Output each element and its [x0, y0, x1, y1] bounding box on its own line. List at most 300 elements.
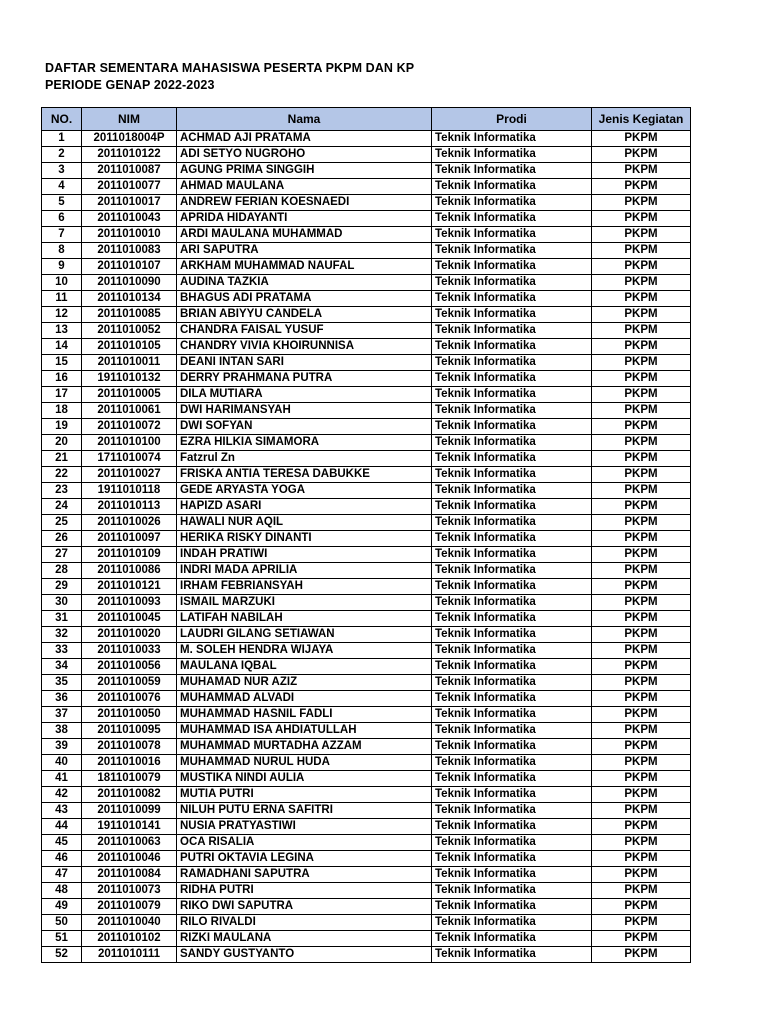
cell-nama: LATIFAH NABILAH [177, 611, 432, 627]
cell-no: 3 [42, 163, 82, 179]
table-row [42, 419, 691, 435]
table-row [42, 515, 691, 531]
cell-nim: 2011010011 [82, 355, 177, 371]
cell-nama: RIKO DWI SAPUTRA [177, 899, 432, 915]
cell-nama: ARKHAM MUHAMMAD NAUFAL [177, 259, 432, 275]
cell-prodi: Teknik Informatika [432, 611, 592, 627]
cell-no: 6 [42, 211, 82, 227]
cell-prodi: Teknik Informatika [432, 227, 592, 243]
header-jenis-kegiatan: Jenis Kegiatan [592, 108, 691, 131]
cell-no: 1 [42, 131, 82, 147]
cell-nim: 2011010073 [82, 883, 177, 899]
cell-nim: 2011010052 [82, 323, 177, 339]
cell-jenis-kegiatan: PKPM [592, 579, 691, 595]
table-row [42, 531, 691, 547]
table-row [42, 147, 691, 163]
cell-jenis-kegiatan: PKPM [592, 851, 691, 867]
cell-nim: 2011010107 [82, 259, 177, 275]
cell-no: 43 [42, 803, 82, 819]
cell-nama: CHANDRY VIVIA KHOIRUNNISA [177, 339, 432, 355]
table-row [42, 371, 691, 387]
cell-no: 46 [42, 851, 82, 867]
table-row [42, 851, 691, 867]
table-row [42, 403, 691, 419]
cell-jenis-kegiatan: PKPM [592, 867, 691, 883]
cell-jenis-kegiatan: PKPM [592, 931, 691, 947]
cell-jenis-kegiatan: PKPM [592, 627, 691, 643]
cell-nim: 2011010121 [82, 579, 177, 595]
table-row [42, 627, 691, 643]
cell-nim: 1911010141 [82, 819, 177, 835]
header-prodi: Prodi [432, 108, 592, 131]
cell-no: 31 [42, 611, 82, 627]
cell-jenis-kegiatan: PKPM [592, 163, 691, 179]
cell-nim: 2011010046 [82, 851, 177, 867]
cell-jenis-kegiatan: PKPM [592, 467, 691, 483]
cell-jenis-kegiatan: PKPM [592, 275, 691, 291]
table-row [42, 611, 691, 627]
cell-jenis-kegiatan: PKPM [592, 531, 691, 547]
cell-nama: ARDI MAULANA MUHAMMAD [177, 227, 432, 243]
cell-no: 23 [42, 483, 82, 499]
cell-nama: IRHAM FEBRIANSYAH [177, 579, 432, 595]
cell-nama: SANDY GUSTYANTO [177, 947, 432, 963]
cell-jenis-kegiatan: PKPM [592, 835, 691, 851]
cell-nama: MAULANA IQBAL [177, 659, 432, 675]
cell-no: 45 [42, 835, 82, 851]
cell-nim: 2011010020 [82, 627, 177, 643]
cell-nim: 2011010082 [82, 787, 177, 803]
header-nim: NIM [82, 108, 177, 131]
cell-prodi: Teknik Informatika [432, 899, 592, 915]
cell-prodi: Teknik Informatika [432, 723, 592, 739]
cell-nim: 2011010099 [82, 803, 177, 819]
cell-no: 39 [42, 739, 82, 755]
cell-nim: 2011010063 [82, 835, 177, 851]
cell-nama: BHAGUS ADI PRATAMA [177, 291, 432, 307]
cell-no: 34 [42, 659, 82, 675]
cell-no: 36 [42, 691, 82, 707]
header-nama: Nama [177, 108, 432, 131]
table-row [42, 947, 691, 963]
cell-prodi: Teknik Informatika [432, 691, 592, 707]
cell-prodi: Teknik Informatika [432, 339, 592, 355]
cell-nama: ANDREW FERIAN KOESNAEDI [177, 195, 432, 211]
cell-nim: 2011010040 [82, 915, 177, 931]
cell-nim: 2011010113 [82, 499, 177, 515]
cell-prodi: Teknik Informatika [432, 483, 592, 499]
cell-jenis-kegiatan: PKPM [592, 259, 691, 275]
cell-no: 16 [42, 371, 82, 387]
cell-nama: DWI SOFYAN [177, 419, 432, 435]
cell-prodi: Teknik Informatika [432, 211, 592, 227]
cell-nim: 2011010033 [82, 643, 177, 659]
cell-no: 10 [42, 275, 82, 291]
table-row [42, 435, 691, 451]
cell-jenis-kegiatan: PKPM [592, 371, 691, 387]
cell-nim: 2011010016 [82, 755, 177, 771]
cell-jenis-kegiatan: PKPM [592, 243, 691, 259]
cell-jenis-kegiatan: PKPM [592, 291, 691, 307]
cell-no: 19 [42, 419, 82, 435]
cell-no: 15 [42, 355, 82, 371]
cell-nama: MUSTIKA NINDI AULIA [177, 771, 432, 787]
cell-jenis-kegiatan: PKPM [592, 803, 691, 819]
cell-prodi: Teknik Informatika [432, 147, 592, 163]
cell-nama: LAUDRI GILANG SETIAWAN [177, 627, 432, 643]
cell-nim: 2011010026 [82, 515, 177, 531]
cell-jenis-kegiatan: PKPM [592, 339, 691, 355]
cell-jenis-kegiatan: PKPM [592, 947, 691, 963]
cell-no: 52 [42, 947, 82, 963]
table-row [42, 835, 691, 851]
cell-jenis-kegiatan: PKPM [592, 915, 691, 931]
cell-jenis-kegiatan: PKPM [592, 819, 691, 835]
cell-nim: 2011010105 [82, 339, 177, 355]
cell-prodi: Teknik Informatika [432, 451, 592, 467]
participant-table [41, 107, 691, 963]
table-row [42, 723, 691, 739]
cell-nama: EZRA HILKIA SIMAMORA [177, 435, 432, 451]
cell-nama: DILA MUTIARA [177, 387, 432, 403]
cell-jenis-kegiatan: PKPM [592, 675, 691, 691]
cell-jenis-kegiatan: PKPM [592, 355, 691, 371]
cell-nama: APRIDA HIDAYANTI [177, 211, 432, 227]
cell-nama: HERIKA RISKY DINANTI [177, 531, 432, 547]
cell-prodi: Teknik Informatika [432, 179, 592, 195]
cell-jenis-kegiatan: PKPM [592, 435, 691, 451]
table-row [42, 243, 691, 259]
cell-nim: 2011010010 [82, 227, 177, 243]
cell-prodi: Teknik Informatika [432, 659, 592, 675]
table-row [42, 899, 691, 915]
cell-no: 44 [42, 819, 82, 835]
table-row [42, 547, 691, 563]
cell-nama: HAPIZD ASARI [177, 499, 432, 515]
cell-prodi: Teknik Informatika [432, 547, 592, 563]
cell-nama: DERRY PRAHMANA PUTRA [177, 371, 432, 387]
cell-jenis-kegiatan: PKPM [592, 307, 691, 323]
cell-prodi: Teknik Informatika [432, 739, 592, 755]
cell-nim: 2011010084 [82, 867, 177, 883]
cell-prodi: Teknik Informatika [432, 771, 592, 787]
cell-nim: 2011010087 [82, 163, 177, 179]
table-row [42, 291, 691, 307]
cell-prodi: Teknik Informatika [432, 323, 592, 339]
cell-no: 26 [42, 531, 82, 547]
cell-nama: PUTRI OKTAVIA LEGINA [177, 851, 432, 867]
cell-nama: ADI SETYO NUGROHO [177, 147, 432, 163]
cell-jenis-kegiatan: PKPM [592, 451, 691, 467]
cell-nim: 2011010077 [82, 179, 177, 195]
cell-nama: RIDHA PUTRI [177, 883, 432, 899]
cell-no: 25 [42, 515, 82, 531]
cell-no: 27 [42, 547, 82, 563]
cell-nama: OCA RISALIA [177, 835, 432, 851]
cell-jenis-kegiatan: PKPM [592, 195, 691, 211]
cell-nim: 2011010085 [82, 307, 177, 323]
cell-no: 38 [42, 723, 82, 739]
cell-no: 14 [42, 339, 82, 355]
cell-nama: INDAH PRATIWI [177, 547, 432, 563]
cell-no: 48 [42, 883, 82, 899]
cell-nim: 2011010134 [82, 291, 177, 307]
cell-nim: 2011010083 [82, 243, 177, 259]
table-row [42, 691, 691, 707]
table-row [42, 771, 691, 787]
table-row [42, 307, 691, 323]
cell-jenis-kegiatan: PKPM [592, 131, 691, 147]
cell-jenis-kegiatan: PKPM [592, 403, 691, 419]
cell-no: 11 [42, 291, 82, 307]
cell-no: 12 [42, 307, 82, 323]
cell-no: 49 [42, 899, 82, 915]
cell-nama: MUTIA PUTRI [177, 787, 432, 803]
cell-nim: 2011010093 [82, 595, 177, 611]
cell-prodi: Teknik Informatika [432, 755, 592, 771]
cell-prodi: Teknik Informatika [432, 627, 592, 643]
table-row [42, 563, 691, 579]
cell-jenis-kegiatan: PKPM [592, 755, 691, 771]
table-row [42, 755, 691, 771]
table-row [42, 275, 691, 291]
cell-no: 29 [42, 579, 82, 595]
cell-no: 21 [42, 451, 82, 467]
cell-prodi: Teknik Informatika [432, 835, 592, 851]
cell-no: 41 [42, 771, 82, 787]
cell-prodi: Teknik Informatika [432, 371, 592, 387]
table-row [42, 195, 691, 211]
cell-no: 2 [42, 147, 82, 163]
cell-jenis-kegiatan: PKPM [592, 707, 691, 723]
cell-no: 35 [42, 675, 82, 691]
cell-nama: M. SOLEH HENDRA WIJAYA [177, 643, 432, 659]
table-row [42, 867, 691, 883]
cell-prodi: Teknik Informatika [432, 947, 592, 963]
cell-prodi: Teknik Informatika [432, 707, 592, 723]
cell-nama: HAWALI NUR AQIL [177, 515, 432, 531]
cell-prodi: Teknik Informatika [432, 307, 592, 323]
cell-prodi: Teknik Informatika [432, 499, 592, 515]
cell-jenis-kegiatan: PKPM [592, 643, 691, 659]
table-row [42, 707, 691, 723]
cell-nim: 2011010017 [82, 195, 177, 211]
cell-no: 28 [42, 563, 82, 579]
cell-prodi: Teknik Informatika [432, 467, 592, 483]
cell-nama: NUSIA PRATYASTIWI [177, 819, 432, 835]
cell-nim: 2011010090 [82, 275, 177, 291]
cell-jenis-kegiatan: PKPM [592, 323, 691, 339]
cell-prodi: Teknik Informatika [432, 291, 592, 307]
cell-no: 40 [42, 755, 82, 771]
cell-prodi: Teknik Informatika [432, 915, 592, 931]
cell-nama: Fatzrul Zn [177, 451, 432, 467]
title-line-1: DAFTAR SEMENTARA MAHASISWA PESERTA PKPM DAN KP [45, 61, 415, 75]
cell-jenis-kegiatan: PKPM [592, 419, 691, 435]
cell-no: 20 [42, 435, 82, 451]
cell-nama: NILUH PUTU ERNA SAFITRI [177, 803, 432, 819]
cell-prodi: Teknik Informatika [432, 195, 592, 211]
cell-jenis-kegiatan: PKPM [592, 547, 691, 563]
cell-no: 18 [42, 403, 82, 419]
table-row [42, 355, 691, 371]
table-row [42, 451, 691, 467]
table-row [42, 883, 691, 899]
cell-prodi: Teknik Informatika [432, 803, 592, 819]
cell-nama: ACHMAD AJI PRATAMA [177, 131, 432, 147]
cell-nim: 2011010102 [82, 931, 177, 947]
cell-nama: MUHAMMAD HASNIL FADLI [177, 707, 432, 723]
cell-nim: 2011010122 [82, 147, 177, 163]
cell-no: 37 [42, 707, 82, 723]
cell-nama: AGUNG PRIMA SINGGIH [177, 163, 432, 179]
cell-no: 7 [42, 227, 82, 243]
cell-nama: MUHAMAD NUR AZIZ [177, 675, 432, 691]
cell-no: 50 [42, 915, 82, 931]
cell-nama: DWI HARIMANSYAH [177, 403, 432, 419]
cell-nim: 2011010061 [82, 403, 177, 419]
cell-jenis-kegiatan: PKPM [592, 147, 691, 163]
cell-jenis-kegiatan: PKPM [592, 563, 691, 579]
cell-no: 8 [42, 243, 82, 259]
cell-prodi: Teknik Informatika [432, 579, 592, 595]
cell-nama: DEANI INTAN SARI [177, 355, 432, 371]
table-row [42, 259, 691, 275]
cell-no: 33 [42, 643, 82, 659]
cell-nim: 1711010074 [82, 451, 177, 467]
table-row [42, 211, 691, 227]
cell-jenis-kegiatan: PKPM [592, 179, 691, 195]
cell-nama: MUHAMMAD ISA AHDIATULLAH [177, 723, 432, 739]
cell-nim: 2011010100 [82, 435, 177, 451]
cell-nim: 2011010076 [82, 691, 177, 707]
cell-prodi: Teknik Informatika [432, 675, 592, 691]
cell-jenis-kegiatan: PKPM [592, 595, 691, 611]
cell-nama: ARI SAPUTRA [177, 243, 432, 259]
cell-nim: 2011010072 [82, 419, 177, 435]
cell-jenis-kegiatan: PKPM [592, 387, 691, 403]
table-row [42, 787, 691, 803]
cell-prodi: Teknik Informatika [432, 387, 592, 403]
cell-prodi: Teknik Informatika [432, 851, 592, 867]
cell-nama: ISMAIL MARZUKI [177, 595, 432, 611]
cell-jenis-kegiatan: PKPM [592, 739, 691, 755]
header-no: NO. [42, 108, 82, 131]
table-row [42, 483, 691, 499]
cell-no: 22 [42, 467, 82, 483]
cell-prodi: Teknik Informatika [432, 355, 592, 371]
cell-nama: RIZKI MAULANA [177, 931, 432, 947]
cell-jenis-kegiatan: PKPM [592, 787, 691, 803]
cell-nama: MUHAMMAD ALVADI [177, 691, 432, 707]
table-row [42, 803, 691, 819]
table-row [42, 595, 691, 611]
table-row [42, 467, 691, 483]
cell-nim: 2011010078 [82, 739, 177, 755]
cell-jenis-kegiatan: PKPM [592, 611, 691, 627]
cell-jenis-kegiatan: PKPM [592, 211, 691, 227]
cell-jenis-kegiatan: PKPM [592, 899, 691, 915]
cell-prodi: Teknik Informatika [432, 275, 592, 291]
cell-prodi: Teknik Informatika [432, 563, 592, 579]
cell-prodi: Teknik Informatika [432, 531, 592, 547]
cell-nim: 2011010059 [82, 675, 177, 691]
table-row [42, 131, 691, 147]
table-row [42, 339, 691, 355]
cell-prodi: Teknik Informatika [432, 403, 592, 419]
table-row [42, 643, 691, 659]
cell-no: 24 [42, 499, 82, 515]
cell-nama: AHMAD MAULANA [177, 179, 432, 195]
cell-nim: 2011010111 [82, 947, 177, 963]
cell-prodi: Teknik Informatika [432, 819, 592, 835]
cell-prodi: Teknik Informatika [432, 883, 592, 899]
cell-nama: AUDINA TAZKIA [177, 275, 432, 291]
table-body [42, 131, 691, 963]
cell-nama: MUHAMMAD MURTADHA AZZAM [177, 739, 432, 755]
cell-nama: INDRI MADA APRILIA [177, 563, 432, 579]
table-row [42, 579, 691, 595]
cell-no: 47 [42, 867, 82, 883]
cell-nim: 2011010045 [82, 611, 177, 627]
cell-prodi: Teknik Informatika [432, 419, 592, 435]
cell-prodi: Teknik Informatika [432, 787, 592, 803]
cell-nim: 1911010118 [82, 483, 177, 499]
cell-prodi: Teknik Informatika [432, 643, 592, 659]
cell-nim: 2011010109 [82, 547, 177, 563]
table-row [42, 227, 691, 243]
table-row [42, 163, 691, 179]
cell-prodi: Teknik Informatika [432, 435, 592, 451]
cell-jenis-kegiatan: PKPM [592, 499, 691, 515]
cell-nama: BRIAN ABIYYU CANDELA [177, 307, 432, 323]
cell-nim: 2011010056 [82, 659, 177, 675]
cell-nim: 2011010095 [82, 723, 177, 739]
cell-nama: GEDE ARYASTA YOGA [177, 483, 432, 499]
cell-nim: 2011010079 [82, 899, 177, 915]
cell-no: 51 [42, 931, 82, 947]
cell-nama: RILO RIVALDI [177, 915, 432, 931]
title-line-2: PERIODE GENAP 2022-2023 [45, 78, 215, 92]
cell-nim: 2011010086 [82, 563, 177, 579]
cell-jenis-kegiatan: PKPM [592, 723, 691, 739]
cell-jenis-kegiatan: PKPM [592, 691, 691, 707]
cell-nama: FRISKA ANTIA TERESA DABUKKE [177, 467, 432, 483]
cell-no: 42 [42, 787, 82, 803]
cell-no: 13 [42, 323, 82, 339]
cell-no: 9 [42, 259, 82, 275]
cell-jenis-kegiatan: PKPM [592, 515, 691, 531]
cell-nim: 2011010005 [82, 387, 177, 403]
table-row [42, 819, 691, 835]
table-row [42, 675, 691, 691]
table-row [42, 739, 691, 755]
table-row [42, 179, 691, 195]
cell-nim: 2011010050 [82, 707, 177, 723]
table-row [42, 323, 691, 339]
cell-no: 32 [42, 627, 82, 643]
cell-nim: 1811010079 [82, 771, 177, 787]
cell-nim: 1911010132 [82, 371, 177, 387]
cell-nama: RAMADHANI SAPUTRA [177, 867, 432, 883]
table-row [42, 499, 691, 515]
cell-prodi: Teknik Informatika [432, 243, 592, 259]
cell-no: 17 [42, 387, 82, 403]
cell-prodi: Teknik Informatika [432, 131, 592, 147]
cell-nama: MUHAMMAD NURUL HUDA [177, 755, 432, 771]
cell-jenis-kegiatan: PKPM [592, 227, 691, 243]
cell-no: 4 [42, 179, 82, 195]
